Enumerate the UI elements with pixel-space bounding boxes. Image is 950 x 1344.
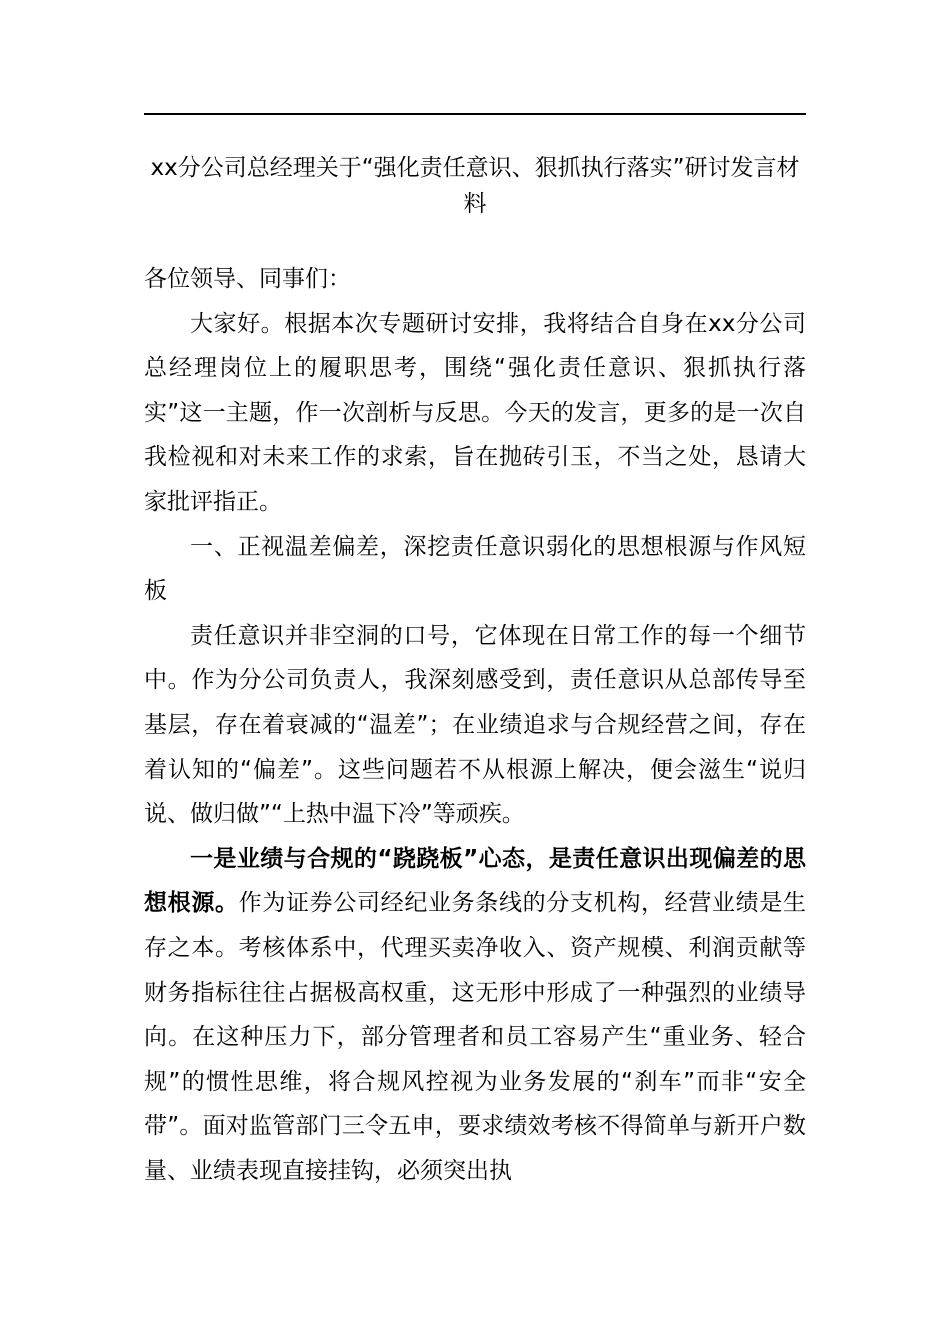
opening-paragraph: 大家好。根据本次专题研讨安排，我将结合自身在xx分公司总经理岗位上的履职思考，围绕“强化责任意识、狠抓执行落实”这一主题，作一次剖析与反思。今天的发言，更多的是一次自我检视和对未来工作的求索，旨在抛砖引玉，不当之处，恳请大家批评指正。 (144, 310, 806, 515)
salutation: 各位领导、同事们： (144, 266, 351, 292)
section-intro-paragraph: 责任意识并非空洞的口号，它体现在日常工作的每一个细节中。作为分公司负责人，我深刻感受到，责任意识从总部传导至基层，存在着衰减的“温差”；在业绩追求与合规经营之间，存在着认知的“偏差”。这些问题若不从根源上解决，便会滋生“说归说、做归做”“上热中温下冷”等顽疾。 (144, 622, 806, 828)
section-heading-1: 一、正视温差偏差，深挖责任意识弱化的思想根源与作风短板 (144, 533, 806, 605)
header-rule (144, 113, 806, 115)
point-1-heading: 一是业绩与合规的“跷跷板”心态，是责任意识出现偏差的思想根源。 (144, 845, 806, 917)
document-title: xx分公司总经理关于“强化责任意识、狠抓执行落实”研讨发言材料 (150, 155, 800, 217)
point-1-body: 作为证券公司经纪业务条线的分支机构，经营业绩是生存之本。考核体系中，代理买卖净收入、资产规模、利润贡献等财务指标往往占据极高权重，这无形中形成了一种强烈的业绩导向。在这种压力下，部分管理者和员工容易产生“重业务、轻合规”的惯性思维，将合规风控视为业务发展的“刹车”而非“安全带”。面对监管部门三令五申，要求绩效考核不得简单与新开户数量、业绩表现直接挂钩，必须突出执 (144, 890, 807, 1184)
point-1-paragraph (144, 837, 806, 1194)
document-body (144, 257, 806, 1193)
